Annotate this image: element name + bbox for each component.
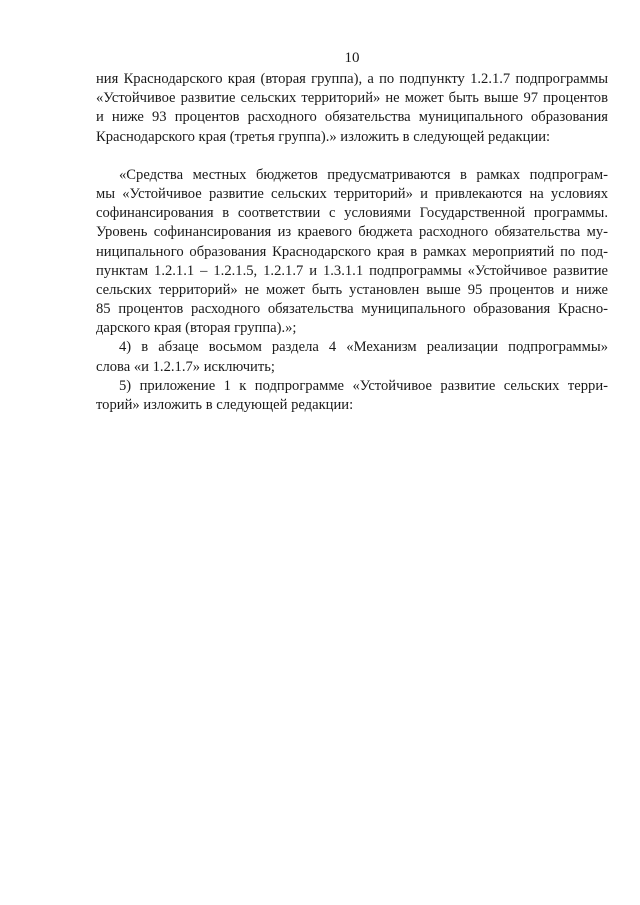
- text-line: пунктам 1.2.1.1 – 1.2.1.5, 1.2.1.7 и 1.3.1.1 подпрограммы «Устойчивое развитие: [96, 262, 608, 279]
- page-number: 10: [344, 50, 360, 66]
- text-line: Краснодарского края (третья группа).» изложить в следующей редакции:: [96, 128, 551, 145]
- paragraph-spacer: [96, 147, 608, 166]
- text-line: мы «Устойчивое развитие сельских территорий» и привлекаются на условиях: [96, 185, 608, 202]
- text-line: дарского края (вторая группа).»;: [96, 320, 297, 337]
- text-line: «Устойчивое развитие сельских территорий» не может быть выше 97 процентов: [96, 90, 608, 107]
- paragraph-1: [96, 70, 608, 147]
- text-line: 4) в абзаце восьмом раздела 4 «Механизм реализации подпрограммы»: [119, 339, 608, 356]
- text-line: ниципального образования Краснодарского края в рамках мероприятий по под-: [96, 243, 608, 260]
- paragraph-3: [96, 338, 608, 376]
- paragraph-4: [96, 377, 608, 415]
- text-line: Уровень софинансирования из краевого бюджета расходного обязательства му-: [96, 224, 608, 241]
- text-line: ния Краснодарского края (вторая группа), а по подпункту 1.2.1.7 подпрограммы: [96, 71, 608, 87]
- text-line: «Средства местных бюджетов предусматриваются в рамках подпрограм-: [119, 166, 608, 183]
- paragraph-2: [96, 166, 608, 339]
- text-line: торий» изложить в следующей редакции:: [96, 397, 354, 413]
- text-line: софинансирования в соответствии с условиями Государственной программы.: [96, 205, 608, 222]
- text-line: слова «и 1.2.1.7» исключить;: [96, 358, 275, 375]
- text-line: 5) приложение 1 к подпрограмме «Устойчивое развитие сельских терри-: [119, 377, 608, 394]
- document-body: [96, 70, 608, 415]
- text-line: и ниже 93 процентов расходного обязательства муниципального образования: [96, 109, 608, 126]
- text-line: сельских территорий» не может быть установлен выше 95 процентов и ниже: [96, 281, 608, 298]
- text-line: 85 процентов расходного обязательства муниципального образования Красно-: [96, 301, 608, 318]
